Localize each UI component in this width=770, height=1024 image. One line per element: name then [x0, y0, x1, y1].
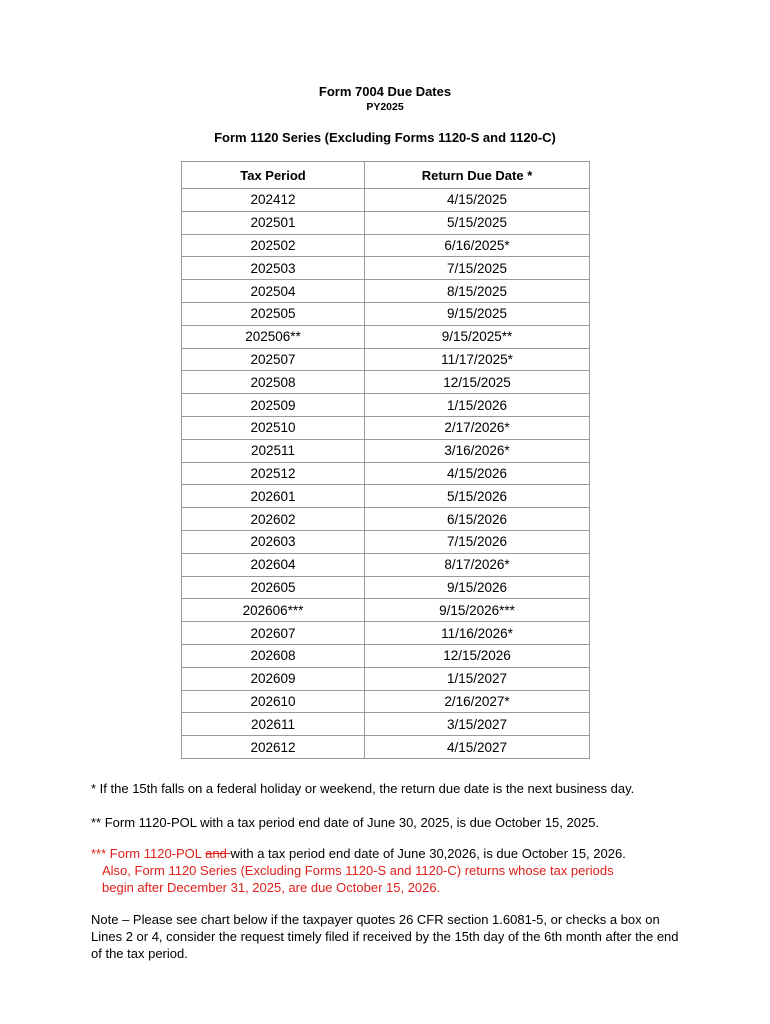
due-date-cell: 3/15/2027 [365, 713, 590, 736]
table-row [182, 348, 590, 371]
due-date-cell: 9/15/2025 [365, 302, 590, 325]
tax-period-cell: 202503 [182, 257, 365, 280]
due-date-cell: 5/15/2026 [365, 485, 590, 508]
due-date-cell: 7/15/2025 [365, 257, 590, 280]
footnote-red-prefix: *** Form 1120-POL [91, 846, 206, 861]
due-date-cell: 4/15/2025 [365, 189, 590, 212]
due-date-cell: 4/15/2027 [365, 736, 590, 759]
table-row [182, 302, 590, 325]
footnote-1120-pol-2025: ** Form 1120-POL with a tax period end date of June 30, 2025, is due October 15, 2025. [91, 815, 600, 830]
tax-period-cell: 202604 [182, 553, 365, 576]
table-row [182, 416, 590, 439]
struck-text: and [205, 846, 231, 861]
due-date-cell: 9/15/2026*** [365, 599, 590, 622]
table-row [182, 576, 590, 599]
tax-period-cell: 202608 [182, 644, 365, 667]
tax-period-cell: 202605 [182, 576, 365, 599]
table-row [182, 394, 590, 417]
tax-period-cell: 202502 [182, 234, 365, 257]
table-row [182, 530, 590, 553]
tax-period-cell: 202505 [182, 302, 365, 325]
table-row [182, 713, 590, 736]
chart-note: Note – Please see chart below if the taxpayer quotes 26 CFR section 1.6081-5, or checks a box on Lines 2 or 4, consider the request timely filed if received by the 15th day of the 6th month after the end of the tax period. [91, 912, 679, 961]
tax-period-cell: 202507 [182, 348, 365, 371]
table-row [182, 439, 590, 462]
table-row [182, 211, 590, 234]
tax-period-cell: 202504 [182, 280, 365, 303]
table-row [182, 280, 590, 303]
due-date-cell: 11/16/2026* [365, 622, 590, 645]
tax-period-cell: 202511 [182, 439, 365, 462]
page-title: Form 7004 Due Dates [318, 84, 452, 99]
table-row [182, 371, 590, 394]
table-row [182, 462, 590, 485]
tax-period-cell: 202501 [182, 211, 365, 234]
due-date-cell: 9/15/2026 [365, 576, 590, 599]
due-date-cell: 4/15/2026 [365, 462, 590, 485]
footnote-line3: begin after December 31, 2025, are due October 15, 2026. [102, 880, 441, 895]
due-date-cell: 1/15/2026 [365, 394, 590, 417]
tax-period-cell: 202609 [182, 667, 365, 690]
footnote-line2: Also, Form 1120 Series (Excluding Forms 1120-S and 1120-C) returns whose tax periods [102, 863, 614, 878]
due-date-cell: 12/15/2025 [365, 371, 590, 394]
due-date-cell: 6/16/2025* [365, 234, 590, 257]
table-header-row [182, 162, 590, 189]
tax-period-cell: 202611 [182, 713, 365, 736]
table-row [182, 599, 590, 622]
table-row [182, 553, 590, 576]
due-date-cell: 5/15/2025 [365, 211, 590, 234]
table-row [182, 667, 590, 690]
table-row [182, 325, 590, 348]
section-heading: Form 1120 Series (Excluding Forms 1120-S and 1120-C) [214, 130, 556, 145]
tax-period-cell: 202612 [182, 736, 365, 759]
column-header-tax-period: Tax Period [182, 162, 365, 189]
tax-period-cell: 202512 [182, 462, 365, 485]
tax-period-cell: 202610 [182, 690, 365, 713]
tax-period-cell: 202506** [182, 325, 365, 348]
tax-period-cell: 202508 [182, 371, 365, 394]
table-row [182, 189, 590, 212]
table-row [182, 257, 590, 280]
due-dates-table [181, 161, 590, 759]
due-date-cell: 8/15/2025 [365, 280, 590, 303]
tax-period-cell: 202412 [182, 189, 365, 212]
program-year: PY2025 [366, 101, 404, 113]
table-row [182, 622, 590, 645]
tax-period-cell: 202606*** [182, 599, 365, 622]
due-date-cell: 3/16/2026* [365, 439, 590, 462]
due-date-cell: 11/17/2025* [365, 348, 590, 371]
due-date-cell: 9/15/2025** [365, 325, 590, 348]
footnote-1120-pol-2026 [91, 845, 701, 896]
footnote-rest: with a tax period end date of June 30,2026, is due October 15, 2026. [230, 846, 626, 861]
table-row [182, 508, 590, 531]
tax-period-cell: 202510 [182, 416, 365, 439]
due-date-cell: 2/17/2026* [365, 416, 590, 439]
tax-period-cell: 202601 [182, 485, 365, 508]
due-date-cell: 6/15/2026 [365, 508, 590, 531]
table-row [182, 644, 590, 667]
due-date-cell: 7/15/2026 [365, 530, 590, 553]
tax-period-cell: 202602 [182, 508, 365, 531]
column-header-return-due-date: Return Due Date * [365, 162, 590, 189]
tax-period-cell: 202607 [182, 622, 365, 645]
due-date-cell: 8/17/2026* [365, 553, 590, 576]
table-row [182, 234, 590, 257]
due-date-cell: 2/16/2027* [365, 690, 590, 713]
footnote-holiday: * If the 15th falls on a federal holiday or weekend, the return due date is the next business day. [91, 781, 635, 796]
due-date-cell: 1/15/2027 [365, 667, 590, 690]
table-row [182, 690, 590, 713]
table-row [182, 736, 590, 759]
tax-period-cell: 202509 [182, 394, 365, 417]
due-date-cell: 12/15/2026 [365, 644, 590, 667]
tax-period-cell: 202603 [182, 530, 365, 553]
table-row [182, 485, 590, 508]
